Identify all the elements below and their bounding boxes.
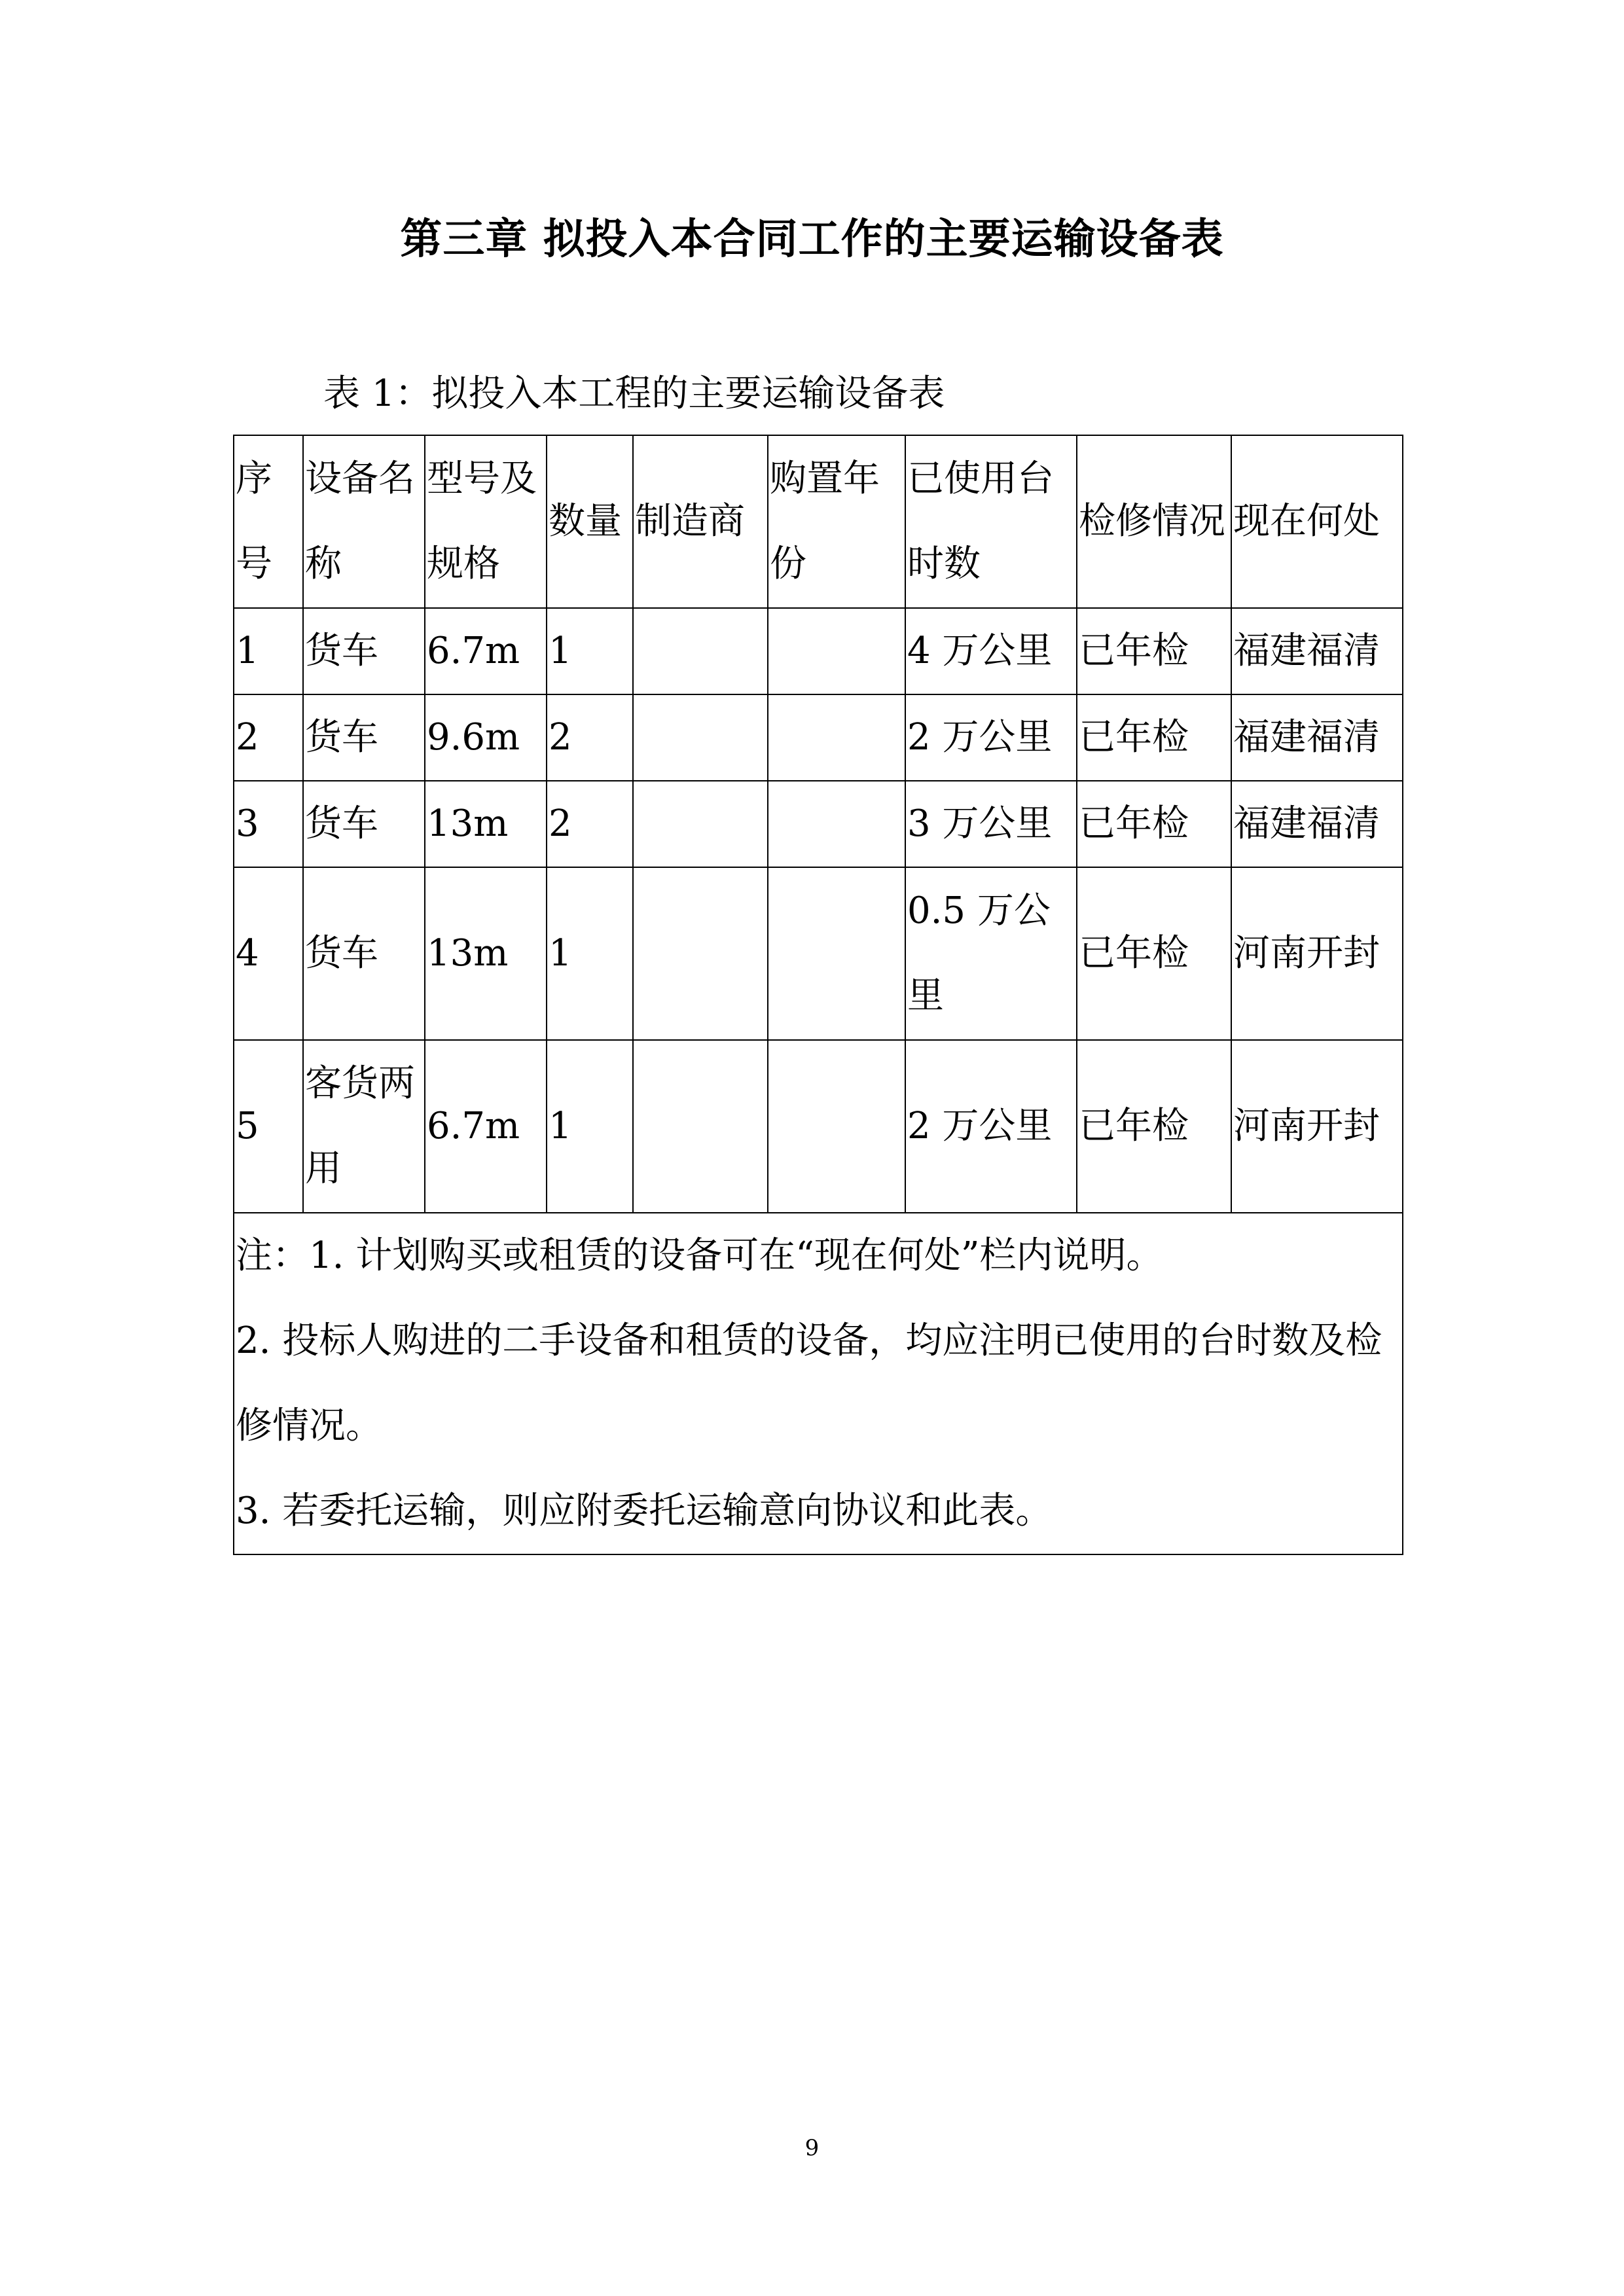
cell-name: 货车	[303, 867, 425, 1040]
table-caption: 表 1：拟投入本工程的主要运输设备表	[323, 372, 945, 415]
cell-name: 货车	[303, 694, 425, 781]
cell-qty: 1	[547, 867, 633, 1040]
cell-location: 河南开封	[1231, 1040, 1403, 1213]
note-1: 注：1. 计划购买或租赁的设备可在“现在何处”栏内说明。	[236, 1234, 1163, 1277]
cell-year	[768, 781, 905, 867]
cell-inspection: 已年检	[1077, 867, 1231, 1040]
cell-used: 2 万公里	[905, 1040, 1077, 1213]
header-cell: 现在何处	[1231, 435, 1403, 608]
cell-name: 客货两用	[303, 1040, 425, 1213]
note-2: 2. 投标人购进的二手设备和租赁的设备，均应注明已使用的台时数及检修情况。	[236, 1319, 1382, 1447]
cell-used: 3 万公里	[905, 781, 1077, 867]
cell-no: 3	[234, 781, 303, 867]
header-cell: 序号	[234, 435, 303, 608]
header-cell: 检修情况	[1077, 435, 1231, 608]
cell-maker	[633, 694, 768, 781]
cell-location: 福建福清	[1231, 608, 1403, 694]
cell-inspection: 已年检	[1077, 1040, 1231, 1213]
cell-inspection: 已年检	[1077, 781, 1231, 867]
cell-inspection: 已年检	[1077, 694, 1231, 781]
table-row	[234, 781, 1403, 867]
cell-used: 0.5 万公里	[905, 867, 1077, 1040]
cell-no: 5	[234, 1040, 303, 1213]
cell-location: 福建福清	[1231, 694, 1403, 781]
note-3: 3. 若委托运输，则应附委托运输意向协议和此表。	[236, 1490, 1053, 1532]
cell-qty: 1	[547, 1040, 633, 1213]
page-number: 9	[804, 2135, 820, 2161]
cell-inspection: 已年检	[1077, 608, 1231, 694]
header-cell: 型号及规格	[425, 435, 547, 608]
header-cell: 已使用台时数	[905, 435, 1077, 608]
cell-maker	[633, 608, 768, 694]
notes-row	[234, 1213, 1403, 1554]
table-row	[234, 867, 1403, 1040]
cell-model: 6.7m	[425, 608, 547, 694]
cell-no: 1	[234, 608, 303, 694]
cell-no: 2	[234, 694, 303, 781]
cell-year	[768, 1040, 905, 1213]
cell-maker	[633, 781, 768, 867]
cell-used: 2 万公里	[905, 694, 1077, 781]
header-cell: 制造商	[633, 435, 768, 608]
cell-model: 13m	[425, 867, 547, 1040]
cell-qty: 2	[547, 781, 633, 867]
cell-year	[768, 608, 905, 694]
cell-name: 货车	[303, 608, 425, 694]
cell-qty: 1	[547, 608, 633, 694]
cell-location: 河南开封	[1231, 867, 1403, 1040]
cell-no: 4	[234, 867, 303, 1040]
cell-name: 货车	[303, 781, 425, 867]
cell-model: 13m	[425, 781, 547, 867]
table-row	[234, 1040, 1403, 1213]
equipment-table	[233, 435, 1403, 1555]
cell-year	[768, 867, 905, 1040]
header-cell: 数量	[547, 435, 633, 608]
cell-year	[768, 694, 905, 781]
notes-cell	[234, 1213, 1403, 1554]
cell-qty: 2	[547, 694, 633, 781]
cell-model: 6.7m	[425, 1040, 547, 1213]
chapter-title: 第三章 拟投入本合同工作的主要运输设备表	[400, 215, 1224, 264]
cell-maker	[633, 1040, 768, 1213]
table-row	[234, 608, 1403, 694]
header-cell: 购置年份	[768, 435, 905, 608]
cell-model: 9.6m	[425, 694, 547, 781]
table-header-row	[234, 435, 1403, 608]
cell-used: 4 万公里	[905, 608, 1077, 694]
cell-location: 福建福清	[1231, 781, 1403, 867]
table-row	[234, 694, 1403, 781]
header-cell: 设备名称	[303, 435, 425, 608]
cell-maker	[633, 867, 768, 1040]
